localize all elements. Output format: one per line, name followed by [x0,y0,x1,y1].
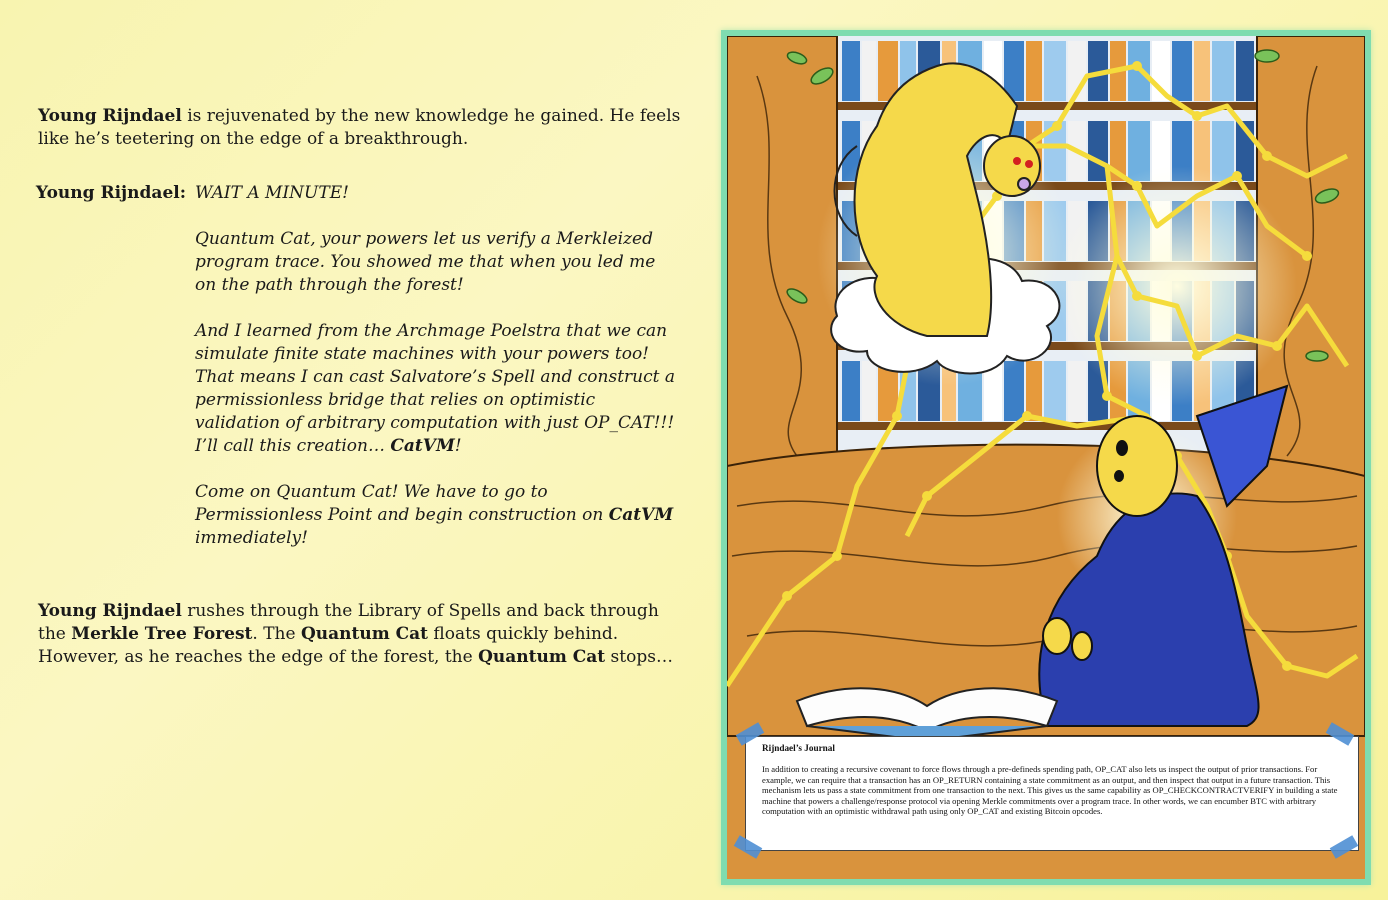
illustration-frame [721,30,1371,885]
dialogue-block [35,182,688,573]
journal-title: Rijndael’s Journal [762,743,835,753]
character-name: Young Rijndael [38,601,182,621]
intro-paragraph [38,105,688,151]
story-text [35,105,688,669]
place-name: Merkle Tree Forest [71,624,253,644]
dialogue-text: immediately! [195,528,308,548]
dialogue-text: ! [454,436,462,456]
catvm-term: CatVM [608,505,674,525]
outro-text: stops… [605,647,673,667]
intro-text: is rejuvenated by the new knowledge he gained. He feels like he’s teetering on the edge of a breakthrough. [38,106,681,149]
dialogue-line-1: WAIT A MINUTE! [195,183,349,203]
dialogue-text: And I learned from the Archmage Poelstra that we can simulate finite state machines with your powers too! That means I can cast Salvatore’s Spell and construct a permissionless bridge that relies on optimistic validation of arbitrary computation with just OP_CAT!!! I’ll call this creation… [195,321,676,456]
dialogue-line-2: Quantum Cat, your powers let us verify a Merkleized program trace. You showed me that when you led me on the path through the forest! [195,229,656,295]
catvm-term: CatVM [390,436,455,456]
outro-paragraph [38,600,688,669]
dialogue-text: Come on Quantum Cat! We have to go to Permissionless Point and begin construction on [195,482,609,525]
journal-note [745,736,1359,851]
dialogue-lines [195,182,675,573]
journal-body: In addition to creating a recursive covenant to force flows through a pre-defineds spending path, OP_CAT also lets us inspect the output of prior transactions. For example, we can require that a transaction has an OP_RETURN containing a state commitment as an output, and then inspect that output in a future transaction. This mechanism lets us pass a state commitment from one transaction to the next. This gives us the same capability as OP_CHECKCONTRACTVERIFY in building a state machine that powers a challenge/response protocol via opening Merkle commitments over a program trace. In other words, we can encumber BTC with arbitrary computation with an optimistic withdrawal path using only OP_CAT and existing Bitcoin opcodes. [762,764,1338,817]
character-name: Young Rijndael [38,106,182,126]
dialogue-line-3 [195,320,675,458]
outro-text: rushes through the Library of Spells and back through the [38,601,659,644]
character-name: Quantum Cat [300,624,429,644]
character-name: Quantum Cat [478,647,606,667]
outro-text: floats quickly behind. However, as he reaches the edge of the forest, the [38,624,619,667]
outro-text: . The [252,624,301,644]
dialogue-line-4 [195,481,675,550]
speaker-label: Young Rijndael: [35,183,186,203]
